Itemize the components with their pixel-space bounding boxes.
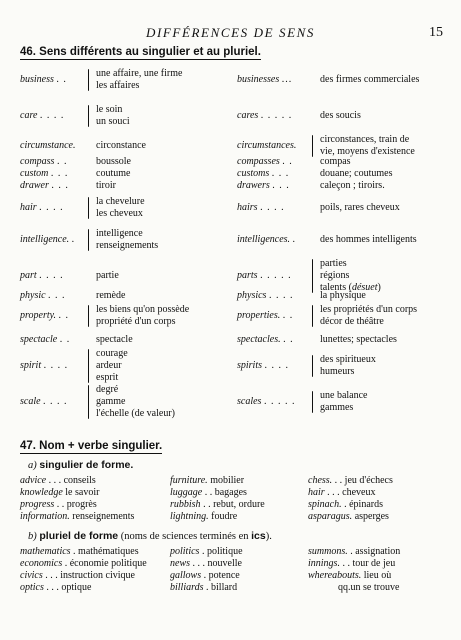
meaning-group [320, 334, 397, 346]
list-entry [308, 558, 395, 570]
list-entry [308, 546, 400, 558]
entry-word [20, 168, 68, 180]
list-entry [308, 499, 383, 511]
entry-word-text: circumstance. [20, 140, 76, 151]
meaning-line: degré [96, 384, 119, 395]
meaning-group [320, 110, 361, 122]
meaning-group [96, 348, 128, 384]
brace-mark [312, 135, 313, 157]
entry-word-text: properties. [237, 310, 281, 321]
meaning-group [96, 270, 119, 282]
table-row [0, 334, 461, 346]
subsection-b-suffix: ics [251, 530, 266, 542]
meaning-line: les cheveux [96, 208, 143, 219]
meaning-group [320, 180, 385, 192]
meaning-line: des spiritueux [320, 354, 376, 365]
list-entry [338, 582, 399, 594]
entry-word-text: compass [20, 156, 55, 167]
entry-word-text: property. [20, 310, 57, 321]
entry-word [20, 310, 69, 322]
list-entry [20, 487, 99, 499]
meaning-group [96, 228, 158, 252]
leader-dots: . . [56, 74, 67, 85]
entry-word-text: business [20, 74, 54, 85]
meaning-group [320, 168, 392, 180]
entry-translation: asperges [354, 511, 389, 522]
entry-translation: potence [208, 570, 240, 581]
list-entry [170, 475, 244, 487]
meaning-group [96, 290, 125, 302]
meaning-group [96, 168, 130, 180]
entry-word-text: mathematics [20, 546, 71, 557]
table-row [0, 258, 461, 294]
meaning-group [320, 390, 367, 414]
meaning-group [320, 156, 351, 168]
meaning-line: compas [320, 156, 351, 167]
list-entry [170, 487, 247, 499]
meaning-line: le soin [96, 104, 123, 115]
leader-dots: . . . . [39, 202, 64, 213]
table-row [0, 156, 461, 168]
leader-dots: . . . . [39, 110, 65, 121]
entry-word [237, 234, 296, 246]
subsection-a-label: a) [28, 460, 37, 471]
leader-dots: . [292, 234, 297, 245]
subsection-a-title: singulier de forme. [39, 459, 134, 471]
meaning-group [96, 384, 175, 420]
entry-word-text: spinach. [308, 499, 342, 510]
meaning-line: gammes [320, 402, 354, 413]
entry-word-text: customs [237, 168, 270, 179]
entry-word-text: lightning. [170, 511, 209, 522]
subsection-a-heading [28, 459, 133, 471]
meaning-line: parties [320, 258, 347, 269]
entry-word [237, 290, 293, 302]
meaning-line: boussole [96, 156, 131, 167]
meaning-line: des hommes intelligents [320, 234, 417, 245]
entry-translation: foudre [211, 511, 238, 522]
table-row [0, 168, 461, 180]
brace-mark [88, 305, 89, 327]
table-row [0, 134, 461, 158]
meaning-line: spectacle [96, 334, 133, 345]
entry-word-text: innings. [308, 558, 340, 569]
entry-word-text: scale [20, 396, 41, 407]
entry-word [20, 140, 75, 152]
entry-word-text: businesses [237, 74, 280, 85]
meaning-line: des soucis [320, 110, 361, 121]
entry-word-text: compasses [237, 156, 280, 167]
entry-translation: qq.un se trouve [338, 582, 400, 593]
entry-word-text: advice [20, 475, 47, 486]
leader-dots: . . . [48, 290, 66, 301]
list-entry [170, 499, 265, 511]
leader-dots: . . [283, 334, 294, 345]
meaning-group [320, 258, 381, 294]
leader-dots: . . . [50, 168, 69, 179]
running-title: DIFFÉRENCES DE SENS [145, 25, 316, 40]
entry-word [20, 360, 68, 372]
list-entry [170, 511, 237, 523]
entry-translation: instruction civique [60, 570, 135, 581]
page-header [0, 25, 461, 41]
leader-dots: . . . . [264, 360, 290, 371]
leader-dots: . . . [192, 558, 205, 569]
list-entry [20, 570, 135, 582]
entry-word-text: knowledge [20, 487, 63, 498]
entry-translation: progrès [66, 499, 97, 510]
meaning-group [96, 304, 189, 328]
leader-dots: . . . . [43, 396, 68, 407]
meaning-line: humeurs [320, 366, 355, 377]
entry-word-text: drawer [20, 180, 49, 191]
leader-dots: . [201, 546, 205, 557]
meaning-line: la chevelure [96, 196, 145, 207]
list-entry [170, 558, 242, 570]
entry-translation: jeu d'échecs [344, 475, 393, 486]
entry-word [20, 234, 75, 246]
leader-dots: . [73, 546, 76, 557]
usage-note: désuet [351, 282, 378, 293]
leader-dots: . . [204, 487, 213, 498]
leader-dots: . . . [46, 582, 59, 593]
entry-word-text: circumstances. [237, 140, 297, 151]
entry-word-text: spirits [237, 360, 263, 371]
leader-dots: . . . [48, 475, 62, 486]
brace-mark [88, 105, 89, 127]
brace-mark [312, 355, 313, 377]
entry-word-text: scales [237, 396, 262, 407]
entry-translation: mobilier [210, 475, 245, 486]
entry-word [237, 396, 295, 408]
table-row [0, 180, 461, 192]
entry-translation: politique [206, 546, 243, 557]
entry-word-text: parts [237, 270, 258, 281]
entry-word-text: spirit [20, 360, 42, 371]
entry-word [237, 310, 293, 322]
entry-word-text: optics [20, 582, 44, 593]
list-entry [20, 499, 97, 511]
meaning-line: gamme [96, 396, 126, 407]
meaning-line: lunettes; spectacles [320, 334, 397, 345]
entry-translation: optique [61, 582, 92, 593]
entry-word [237, 74, 292, 86]
leader-dots: . . [58, 310, 70, 321]
meaning-line: des firmes commerciales [320, 74, 420, 85]
entry-word-text: rubbish [170, 499, 201, 510]
brace-mark [88, 197, 89, 219]
entry-translation: cheveux [342, 487, 376, 498]
brace-mark [88, 229, 89, 251]
entry-translation: épinards [349, 499, 383, 510]
entry-word [20, 290, 66, 302]
entry-word-text: furniture. [170, 475, 208, 486]
leader-dots: . [206, 582, 209, 593]
list-entry [170, 582, 237, 594]
entry-word-text: cares [237, 110, 259, 121]
leader-dots: . [344, 499, 347, 510]
entry-word [20, 202, 64, 214]
meaning-line: décor de théâtre [320, 316, 384, 327]
meaning-line: les propriétés d'un corps [320, 304, 418, 315]
meaning-line: partie [96, 270, 119, 281]
section-47-title: 47. Nom + verbe singulier. [20, 440, 163, 452]
entry-word-text: intelligences. [237, 234, 291, 245]
meaning-line: renseignements [96, 240, 159, 251]
entry-word [237, 180, 290, 192]
leader-dots: . . . . [43, 360, 69, 371]
meaning-group [96, 68, 182, 92]
meaning-line: caleçon ; tiroirs. [320, 180, 385, 191]
entry-word-text: spectacles. [237, 334, 281, 345]
meaning-group [320, 74, 419, 86]
meaning-line: douane; coutumes [320, 168, 393, 179]
entry-word-text: economics [20, 558, 63, 569]
meaning-group [320, 202, 400, 214]
leader-dots: . . . . [268, 290, 294, 301]
leader-dots: . . . . [260, 202, 285, 213]
entry-translation: le savoir [65, 487, 100, 498]
subsection-b-heading [28, 530, 272, 542]
subsection-b-close: ). [265, 531, 272, 542]
entry-word [20, 334, 70, 346]
leader-dots: . [203, 570, 207, 581]
leader-dots: . . . [327, 487, 340, 498]
meaning-line: vie, moyens d'existence [320, 146, 415, 157]
table-row [0, 104, 461, 128]
leader-dots: . . [56, 156, 68, 167]
entry-word-text: summons. [308, 546, 348, 557]
page-number: 15 [429, 25, 443, 40]
entry-word [237, 156, 293, 168]
meaning-group [320, 134, 415, 158]
brace-mark [312, 305, 313, 327]
leader-dots: . . [282, 156, 293, 167]
entry-translation: tour de jeu [352, 558, 396, 569]
meaning-line: circonstance [96, 140, 146, 151]
meaning-line: poils, rares cheveux [320, 202, 400, 213]
entry-word-text: politics [170, 546, 200, 557]
entry-word-text: information. [20, 511, 70, 522]
leader-dots: . . . . . [263, 396, 296, 407]
meaning-group [320, 304, 417, 328]
entry-translation: conseils [63, 475, 96, 486]
leader-dots: . . [59, 334, 71, 345]
meaning-line: l'échelle (de valeur) [96, 408, 175, 419]
entry-word [237, 202, 285, 214]
entry-word-text: luggage [170, 487, 203, 498]
brace-mark [88, 349, 89, 383]
entry-word [20, 270, 64, 282]
entry-word-text: intelligence. [20, 234, 70, 245]
leader-dots: . . . . . [260, 270, 292, 281]
entry-word-text: billiards [170, 582, 204, 593]
entry-word-text: spectacle [20, 334, 58, 345]
entry-word-text: progress [20, 499, 55, 510]
entry-word-text: hair [20, 202, 37, 213]
entry-word-text: asparagus. [308, 511, 353, 522]
entry-word [237, 168, 289, 180]
meaning-line: régions [320, 270, 350, 281]
leader-dots: . . . [45, 570, 58, 581]
leader-dots: ... [281, 74, 293, 85]
meaning-line: esprit [96, 372, 119, 383]
leader-dots: . . . [51, 180, 69, 191]
entry-word-text: hairs [237, 202, 258, 213]
leader-dots: . . [342, 558, 350, 569]
entry-word [20, 156, 67, 168]
entry-word [237, 110, 292, 122]
leader-dots: . . . [272, 180, 290, 191]
leader-dots: . . [56, 499, 65, 510]
leader-dots: . . [203, 499, 211, 510]
list-entry [308, 475, 393, 487]
leader-dots: . [71, 234, 76, 245]
entry-word [20, 110, 64, 122]
meaning-group [96, 180, 116, 192]
entry-translation: assignation [355, 546, 401, 557]
entry-translation: mathématiques [78, 546, 139, 557]
entry-translation: rebut, ordure [213, 499, 265, 510]
leader-dots: . . . . [39, 270, 64, 281]
list-entry [20, 546, 139, 558]
list-entry [20, 558, 147, 570]
entry-word [20, 180, 69, 192]
section-46-title: 46. Sens différents au singulier et au pluriel. [20, 46, 261, 58]
meaning-line: les biens qu'on possède [96, 304, 190, 315]
entry-word-text: custom [20, 168, 49, 179]
entry-translation: bagages [214, 487, 247, 498]
meaning-line: la physique [320, 290, 366, 301]
entry-word [20, 74, 67, 86]
meaning-group [320, 354, 376, 378]
meaning-line: un souci [96, 116, 130, 127]
entry-translation: billard [211, 582, 238, 593]
entry-word-text: drawers [237, 180, 270, 191]
entry-word-text: part [20, 270, 37, 281]
meaning-line: tiroir [96, 180, 116, 191]
entry-word [237, 270, 292, 282]
entry-word-text: news [170, 558, 190, 569]
brace-mark [88, 385, 89, 419]
subsection-b-label: b) [28, 531, 37, 542]
entry-word [237, 360, 289, 372]
subsection-b-note: (noms de sciences terminés en [120, 531, 249, 542]
meaning-line: une affaire, une firme [96, 68, 183, 79]
meaning-line: coutume [96, 168, 131, 179]
subsection-b-title: pluriel de forme [39, 530, 119, 542]
leader-dots: . [64, 558, 68, 569]
list-entry [170, 546, 243, 558]
brace-mark [88, 69, 89, 91]
list-entry [170, 570, 240, 582]
entry-word [237, 334, 294, 346]
meaning-line: les affaires [96, 80, 140, 91]
table-row [0, 290, 461, 302]
meaning-line: talents (désuet) [320, 282, 381, 293]
list-entry [308, 570, 391, 582]
meaning-group [96, 140, 146, 152]
list-entry [308, 487, 376, 499]
list-entry [20, 582, 91, 594]
entry-word-text: physic [20, 290, 46, 301]
leader-dots: . . . [271, 168, 290, 179]
meaning-group [96, 104, 130, 128]
entry-word-text: hair [308, 487, 325, 498]
meaning-line: propriété d'un corps [96, 316, 176, 327]
meaning-line: remède [96, 290, 126, 301]
table-row [0, 384, 461, 420]
entry-word-text: whereabouts. [308, 570, 362, 581]
entry-word-text: gallows [170, 570, 202, 581]
table-row [0, 304, 461, 328]
list-entry [20, 475, 96, 487]
meaning-group [96, 196, 145, 220]
leader-dots: . [350, 546, 353, 557]
meaning-line: ardeur [96, 360, 122, 371]
meaning-line: circonstances, train de [320, 134, 410, 145]
entry-translation: nouvelle [207, 558, 242, 569]
table-row [0, 196, 461, 220]
meaning-group [320, 234, 417, 246]
brace-mark [312, 391, 313, 413]
leader-dots: . . . . . [260, 110, 293, 121]
meaning-line: courage [96, 348, 128, 359]
meaning-group [320, 290, 366, 302]
list-entry [20, 511, 134, 523]
list-entry [308, 511, 389, 523]
entry-word-text: chess. [308, 475, 333, 486]
leader-dots: . . [334, 475, 343, 486]
entry-translation: lieu où [363, 570, 392, 581]
meaning-group [96, 334, 133, 346]
meaning-line: intelligence [96, 228, 143, 239]
leader-dots: . . [282, 310, 294, 321]
table-row [0, 68, 461, 92]
brace-mark [312, 259, 313, 293]
entry-word-text: civics [20, 570, 43, 581]
meaning-group [96, 156, 131, 168]
entry-word-text: care [20, 110, 38, 121]
entry-word [20, 396, 68, 408]
meaning-line: une balance [320, 390, 368, 401]
entry-word [237, 140, 296, 152]
entry-word-text: physics [237, 290, 267, 301]
entry-translation: économie politique [69, 558, 147, 569]
table-row [0, 228, 461, 252]
entry-translation: renseignements [72, 511, 135, 522]
table-row [0, 348, 461, 384]
